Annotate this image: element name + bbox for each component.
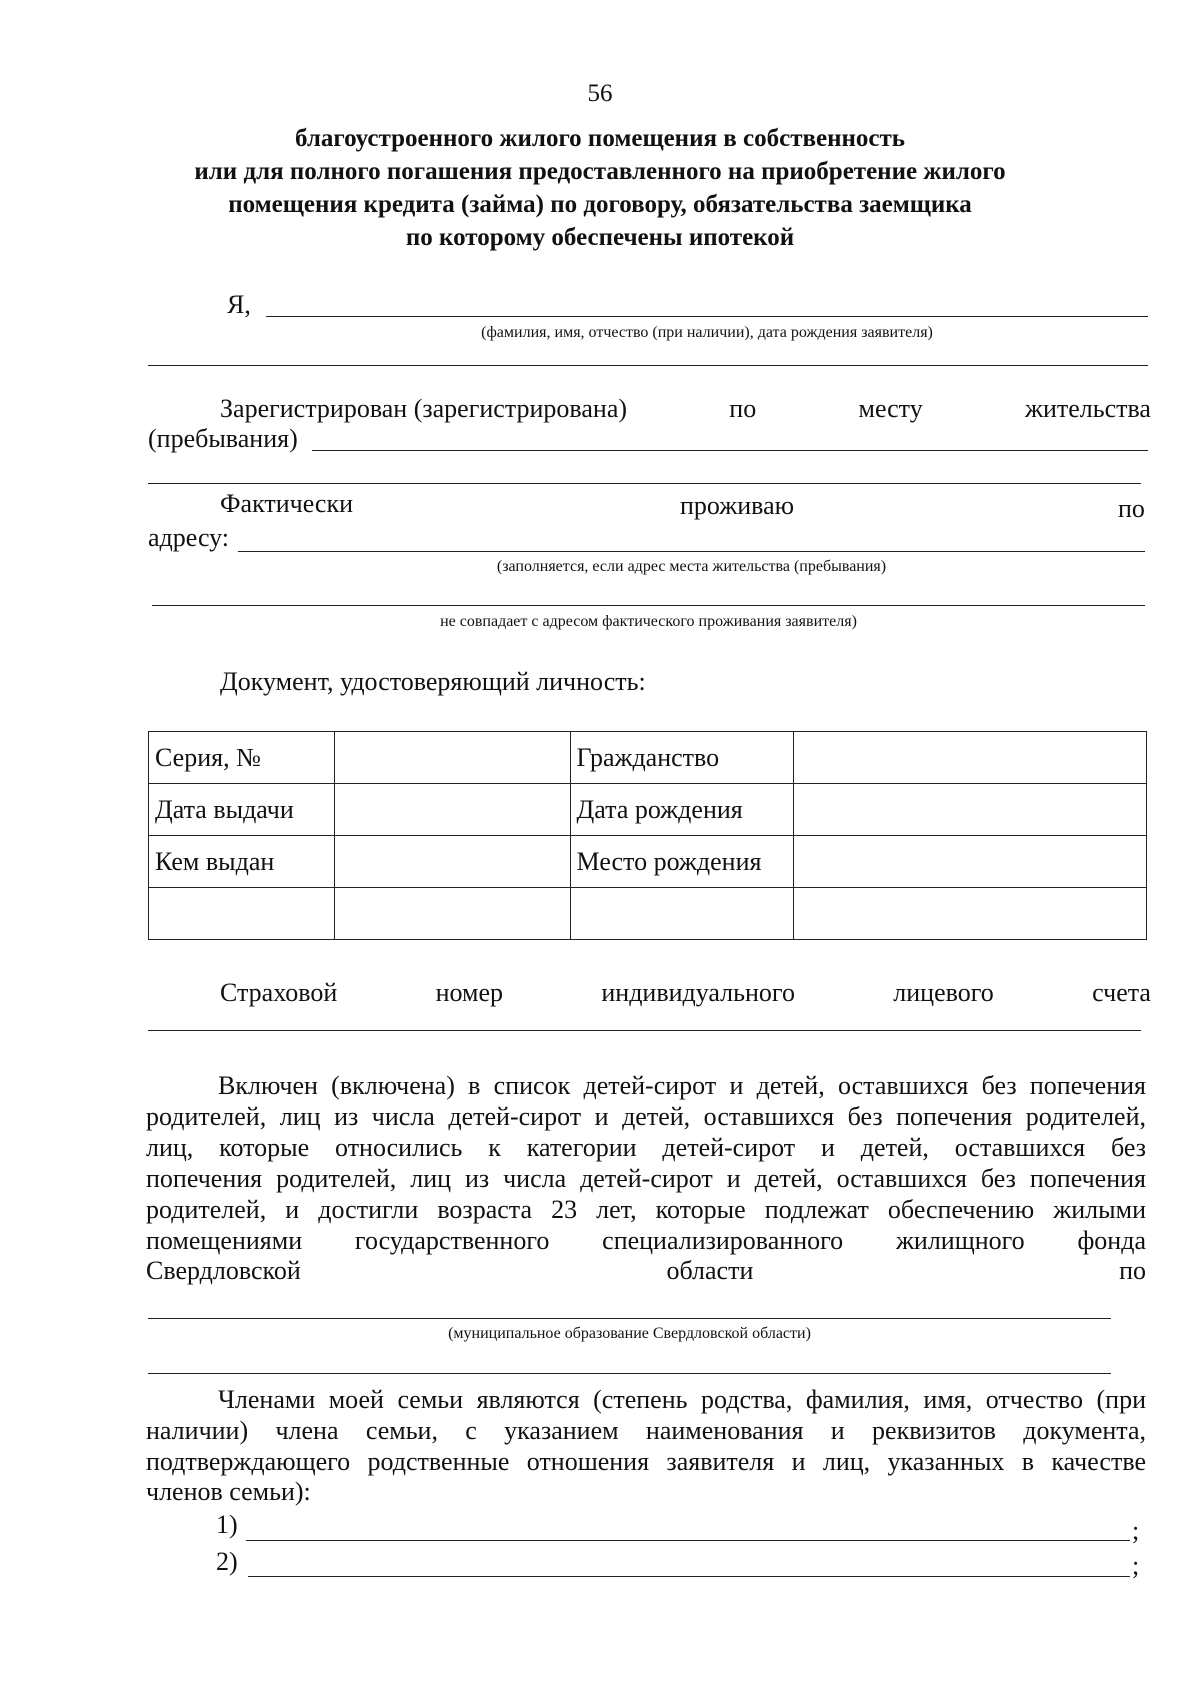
table-input-cell[interactable] <box>794 784 1147 836</box>
orphans-line: родителей, и достигли возраста 23 лет, которые подлежат обеспечению жилыми <box>146 1195 1146 1224</box>
orphans-line: помещениями государственного специализированного жилищного фонда <box>146 1226 1146 1255</box>
family-line: наличии) члена семьи, с указанием наименования и реквизитов документа, <box>146 1416 1146 1445</box>
table-row <box>149 784 1147 836</box>
registration-prefix: (пребывания) <box>148 424 298 453</box>
municipality-field[interactable] <box>148 1318 1111 1319</box>
identity-table <box>148 731 1147 940</box>
actual-address-caption-2: не совпадает с адресом фактического проживания заявителя) <box>440 613 857 630</box>
table-input-cell[interactable] <box>794 732 1147 784</box>
table-label-cell: Дата рождения <box>570 784 794 836</box>
orphans-word: по <box>1119 1256 1146 1285</box>
snils-word: номер <box>435 978 504 1007</box>
page-number: 56 <box>587 80 613 107</box>
snils-word: счета <box>1092 978 1151 1007</box>
table-label-cell: Дата выдачи <box>149 784 335 836</box>
registration-address-field-2[interactable] <box>148 483 1141 484</box>
title-line: помещения кредита (займа) по договору, обязательства заемщика <box>228 191 972 218</box>
family-item-end: ; <box>1132 1551 1140 1580</box>
table-row <box>149 836 1147 888</box>
actual-address-prefix: адресу: <box>148 523 230 552</box>
orphans-line-7 <box>146 1256 1146 1286</box>
snils-word: лицевого <box>893 978 994 1007</box>
family-line: подтверждающего родственные отношения заявителя и лиц, указанных в качестве <box>146 1447 1146 1476</box>
table-input-cell[interactable] <box>334 732 570 784</box>
actual-address-field-2[interactable] <box>152 605 1145 606</box>
snils-word: Страховой <box>220 978 338 1007</box>
title-line: благоустроенного жилого помещения в собственность <box>295 125 905 152</box>
actual-address-field[interactable] <box>238 551 1145 552</box>
applicant-name-field[interactable] <box>266 316 1148 317</box>
municipality-field-2[interactable] <box>148 1373 1111 1374</box>
table-input-cell[interactable] <box>794 836 1147 888</box>
applicant-extra-field[interactable] <box>148 365 1148 366</box>
family-item-end: ; <box>1132 1516 1140 1545</box>
family-line: Членами моей семьи являются (степень родства, фамилия, имя, отчество (при <box>218 1385 1146 1414</box>
family-line: членов семьи): <box>146 1477 311 1506</box>
registration-word: месту <box>858 394 923 423</box>
table-label-cell: Гражданство <box>570 732 794 784</box>
orphans-line: Включен (включена) в список детей-сирот и детей, оставшихся без попечения <box>218 1071 1146 1100</box>
title-line: по которому обеспечены ипотекой <box>405 224 795 251</box>
table-label-cell: Кем выдан <box>149 836 335 888</box>
orphans-line: лиц, которые относились к категории детей-сирот и детей, оставшихся без <box>146 1133 1146 1162</box>
orphans-word: Свердловской <box>146 1256 301 1285</box>
registration-address-field[interactable] <box>312 450 1148 451</box>
applicant-caption: (фамилия, имя, отчество (при наличии), дата рождения заявителя) <box>481 324 933 341</box>
family-member-field-2[interactable] <box>248 1576 1130 1577</box>
identity-doc-label: Документ, удостоверяющий личность: <box>220 667 646 696</box>
table-input-cell[interactable] <box>794 888 1147 940</box>
table-input-cell[interactable] <box>149 888 335 940</box>
registration-word: жительства <box>1024 394 1151 423</box>
table-row <box>149 888 1147 940</box>
orphans-word: области <box>666 1256 754 1285</box>
actual-address-caption: (заполняется, если адрес места жительства (пребывания) <box>496 558 887 575</box>
table-row <box>149 732 1147 784</box>
snils-word: индивидуального <box>601 978 795 1007</box>
registration-word: Зарегистрирован (зарегистрирована) <box>220 394 628 423</box>
title-line: или для полного погашения предоставленного на приобретение жилого <box>194 158 1006 185</box>
actual-word: по <box>1118 494 1145 523</box>
orphans-line: родителей, лиц из числа детей-сирот и детей, оставшихся без попечения родителей, <box>146 1102 1146 1131</box>
document-title <box>150 122 1050 254</box>
family-item-number: 2) <box>216 1547 238 1576</box>
table-input-cell[interactable] <box>334 784 570 836</box>
table-label-cell: Место рождения <box>570 836 794 888</box>
table-input-cell[interactable] <box>570 888 794 940</box>
registration-word: по <box>729 394 757 423</box>
table-label-cell: Серия, № <box>149 732 335 784</box>
orphans-line: попечения родителей, лиц из числа детей-сирот и детей, оставшихся без попечения <box>146 1164 1146 1193</box>
actual-word: проживаю <box>680 491 795 520</box>
snils-line <box>220 978 1151 1008</box>
actual-word: Фактически <box>220 489 353 518</box>
family-item-number: 1) <box>216 1510 238 1539</box>
snils-field[interactable] <box>148 1030 1141 1031</box>
applicant-prefix: Я, <box>227 290 251 319</box>
registration-line <box>220 394 1151 424</box>
table-input-cell[interactable] <box>334 836 570 888</box>
municipality-caption: (муниципальное образование Свердловской области) <box>448 1325 811 1342</box>
family-member-field-1[interactable] <box>246 1540 1130 1541</box>
table-input-cell[interactable] <box>334 888 570 940</box>
